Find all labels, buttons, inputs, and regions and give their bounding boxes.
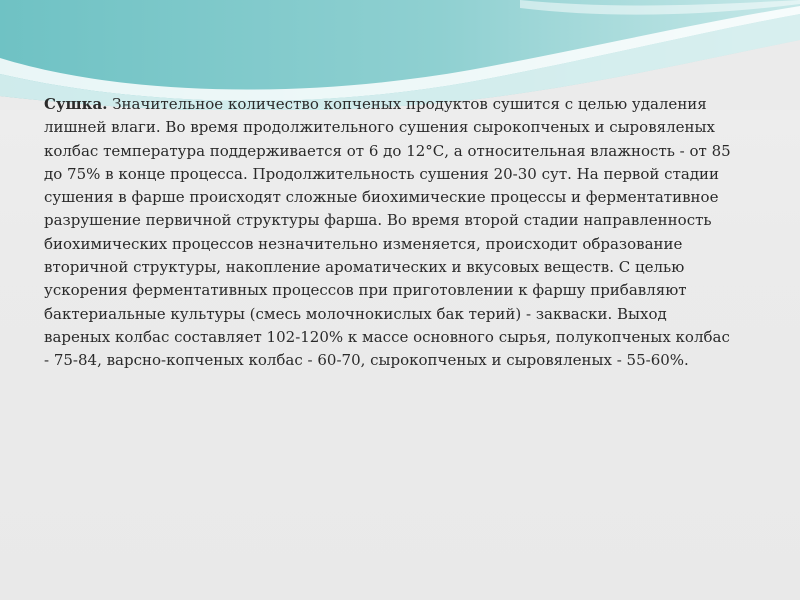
lead-term: Сушка. bbox=[44, 95, 108, 113]
slide-body-text bbox=[44, 93, 734, 373]
paragraph-text: Значительное количество копченых продуктов сушится с целью удаления лишней влаги. Во время продолжительного сушения сырокопченых и сыровяленых колбас температура поддерживается от 6 до 12°С, а относительная влажность - от 85 до 75% в конце процесса. Продолжительность сушения 20-30 сут. На первой стадии сушения в фарше происходят сложные биохимические процессы и ферментативное разрушение первичной структуры фарша. Во время второй стадии направленность биохимических процессов незначительно изменяется, происходит образование вторичной структуры, накопление ароматических и вкусовых веществ. С целью ускорения ферментативных процессов при приготовлении к фаршу прибавляют бактериальные культуры (смесь молочнокислых бак терий) - закваски. Выход вареных колбас составляет 102-120% к массе основного сырья, полукопченых колбас - 75-84, варсно-копченых колбас - 60-70, сырокопченых и сыровяленых - 55-60%. bbox=[44, 95, 731, 370]
